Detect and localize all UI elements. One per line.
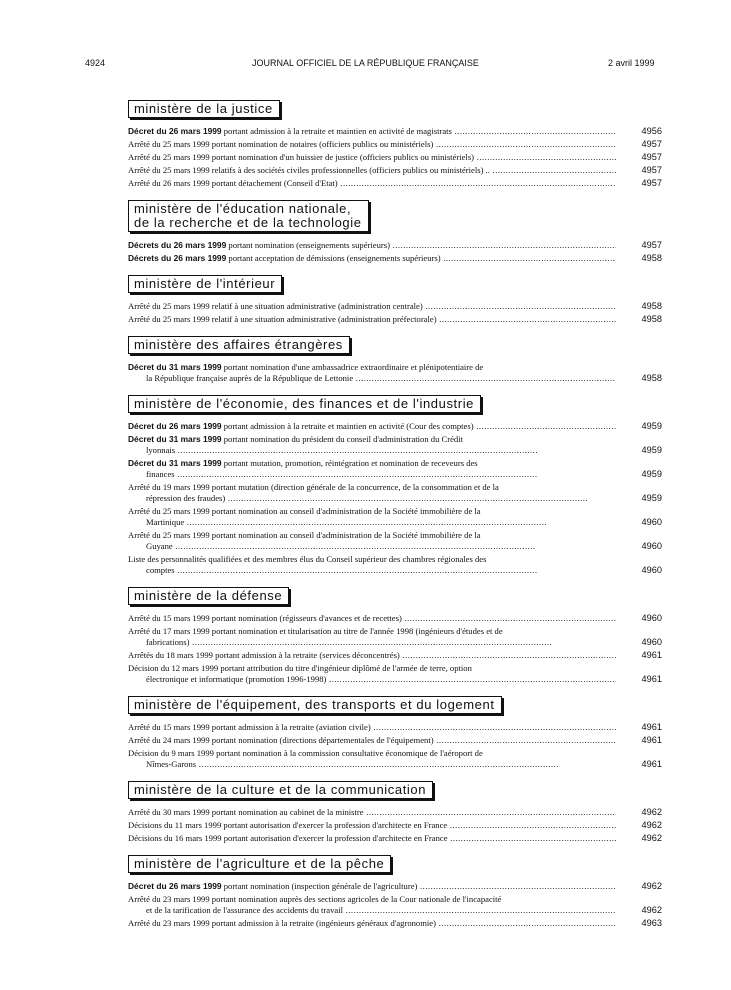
entry-page-number[interactable]: 4961: [641, 759, 662, 769]
entry-text: [128, 152, 638, 163]
entry-continuation-text: Martinique .....: [146, 517, 547, 527]
ministry-heading: [128, 696, 502, 714]
page-number: 4924: [85, 58, 106, 68]
toc-entry[interactable]: [128, 722, 662, 733]
entry-act-type: Décrets du 26 mars 1999: [128, 253, 227, 263]
toc-entry[interactable]: [128, 530, 662, 552]
toc-entry[interactable]: [128, 626, 662, 648]
entry-first-line: [128, 434, 616, 445]
entry-text: [128, 735, 638, 746]
entry-description: Arrêté du 25 mars 1999 relatif à une situation administrative (administration préfectorale) .....: [128, 314, 616, 324]
entry-text: [128, 253, 638, 264]
entry-description: Arrêté du 23 mars 1999 portant nomination auprès des sections agricoles de la Cour nationale de l'incapacité: [128, 894, 502, 904]
ministry-section: [128, 696, 662, 770]
entry-continuation: [128, 565, 616, 576]
entry-description: Arrêté du 25 mars 1999 relatifs à des sociétés civiles professionnelles (officiers publics ou ministériels) .. .....: [128, 165, 616, 175]
entry-description: Arrêté du 25 mars 1999 portant nomination au conseil d'administration de la Société immobilière de la: [128, 506, 481, 516]
entry-continuation-text: répression des fraudes) .....: [146, 493, 588, 503]
toc-entry[interactable]: [128, 301, 662, 312]
entry-text: [128, 722, 638, 733]
issue-date: 2 avril 1999: [608, 58, 655, 68]
entry-description: Décision du 9 mars 1999 portant nomination à la commission consultative économique de l'aéroport de: [128, 748, 483, 758]
ministry-section: [128, 395, 662, 576]
toc-entry[interactable]: [128, 894, 662, 916]
toc-entry[interactable]: [128, 820, 662, 831]
page-header: [0, 52, 731, 70]
entry-continuation-text: électronique et informatique (promotion 1996-1998) .....: [146, 674, 616, 684]
ministry-section: [128, 100, 662, 189]
entry-page-number[interactable]: 4961: [641, 735, 662, 745]
entry-page-number[interactable]: 4957: [641, 178, 662, 188]
entry-description: portant nomination d'une ambassadrice extraordinaire et plénipotentiaire de: [221, 362, 484, 372]
entry-text: [128, 506, 638, 528]
entry-text: [128, 482, 638, 504]
toc-entry[interactable]: [128, 126, 662, 137]
entry-description: portant mutation, promotion, réintégration et nomination de receveurs des: [221, 458, 478, 468]
entry-first-line: [128, 833, 616, 844]
entry-description: Arrêté du 15 mars 1999 portant nomination (régisseurs d'avances et de recettes) .....: [128, 613, 616, 623]
ministry-section: [128, 200, 662, 264]
entry-continuation-text: Nîmes-Garons .....: [146, 759, 559, 769]
entry-first-line: [128, 240, 616, 251]
entry-continuation: [128, 517, 616, 528]
entry-act-type: Décret du 26 mars 1999: [128, 126, 222, 136]
entry-text: [128, 530, 638, 552]
entry-text: [128, 139, 638, 150]
entry-first-line: [128, 139, 616, 150]
entry-first-line: [128, 650, 616, 661]
toc-entry[interactable]: [128, 554, 662, 576]
entry-description: portant nomination (inspection générale de l'agriculture) .....: [222, 881, 616, 891]
entry-first-line: [128, 530, 616, 541]
entry-text: [128, 314, 638, 325]
toc-entry[interactable]: [128, 613, 662, 624]
toc-entry[interactable]: [128, 253, 662, 264]
entry-page-number[interactable]: 4957: [641, 240, 662, 250]
ministry-heading-line: ministère des affaires étrangères: [134, 337, 343, 352]
entry-page-number[interactable]: 4959: [641, 493, 662, 503]
ministry-heading-line: ministère de la culture et de la communication: [134, 782, 427, 797]
entry-text: [128, 613, 638, 624]
entry-page-number[interactable]: 4961: [641, 722, 662, 732]
ministry-section: [128, 855, 662, 929]
toc-entry[interactable]: [128, 139, 662, 150]
journal-title: JOURNAL OFFICIEL DE LA RÉPUBLIQUE FRANÇAISE: [252, 58, 479, 68]
entry-page-number[interactable]: 4961: [641, 650, 662, 660]
entry-first-line: [128, 820, 616, 831]
entry-act-type: Décret du 31 mars 1999: [128, 362, 222, 372]
entry-continuation: [128, 541, 616, 552]
toc-entry[interactable]: [128, 735, 662, 746]
entry-first-line: [128, 506, 616, 517]
entry-page-number[interactable]: 4958: [641, 373, 662, 383]
ministry-heading-line: de la recherche et de la technologie: [134, 215, 362, 230]
entry-continuation: [128, 759, 616, 770]
entry-page-number[interactable]: 4960: [641, 541, 662, 551]
toc-entry[interactable]: [128, 458, 662, 480]
ministry-section: [128, 587, 662, 685]
entry-text: [128, 807, 638, 818]
entry-text: [128, 178, 638, 189]
entry-first-line: [128, 458, 616, 469]
entry-text: [128, 458, 638, 480]
entry-description: portant admission à la retraite et maintien en activité de magistrats .....: [222, 126, 616, 136]
entry-text: [128, 918, 638, 929]
entry-act-type: Décret du 31 mars 1999: [128, 434, 222, 444]
toc-entry[interactable]: [128, 748, 662, 770]
entry-text: [128, 301, 638, 312]
entry-text: [128, 554, 638, 576]
entry-page-number[interactable]: 4962: [641, 807, 662, 817]
entry-first-line: [128, 626, 616, 637]
entry-description: Décisions du 11 mars 1999 portant autorisation d'exercer la profession d'architecte en France .....: [128, 820, 616, 830]
entry-page-number[interactable]: 4959: [641, 421, 662, 431]
entry-continuation-text: finances .....: [146, 469, 537, 479]
toc-entry[interactable]: [128, 434, 662, 456]
entry-text: [128, 663, 638, 685]
ministry-section: [128, 781, 662, 844]
ministry-heading: [128, 587, 289, 605]
entry-continuation-text: comptes .....: [146, 565, 537, 575]
ministry-section: [128, 275, 662, 325]
entry-continuation-text: fabrications) .....: [146, 637, 552, 647]
entry-act-type: Décret du 26 mars 1999: [128, 421, 222, 431]
ministry-heading-line: ministère de l'équipement, des transports et du logement: [134, 697, 495, 712]
entry-continuation: [128, 493, 616, 504]
entry-continuation: [128, 905, 616, 916]
entry-page-number[interactable]: 4963: [641, 918, 662, 928]
entry-description: Arrêté du 19 mars 1999 portant mutation (direction générale de la concurrence, de la consommation et de la: [128, 482, 499, 492]
entry-page-number[interactable]: 4961: [641, 674, 662, 684]
entry-first-line: [128, 301, 616, 312]
entry-continuation: [128, 674, 616, 685]
entry-page-number[interactable]: 4957: [641, 165, 662, 175]
entry-continuation-text: lyonnais .....: [146, 445, 538, 455]
ministry-heading-line: ministère de l'économie, des finances et de l'industrie: [134, 396, 475, 411]
ministry-heading: [128, 855, 391, 873]
toc-entry[interactable]: [128, 918, 662, 929]
entry-text: [128, 833, 638, 844]
entry-first-line: [128, 482, 616, 493]
ministry-section: [128, 336, 662, 384]
entry-page-number[interactable]: 4960: [641, 517, 662, 527]
entry-act-type: Décret du 26 mars 1999: [128, 881, 222, 891]
entry-act-type: Décrets du 26 mars 1999: [128, 240, 227, 250]
entry-first-line: [128, 735, 616, 746]
toc-entry[interactable]: [128, 506, 662, 528]
entry-first-line: [128, 807, 616, 818]
entry-first-line: [128, 421, 616, 432]
entry-first-line: [128, 748, 616, 759]
ministry-heading-line: ministère de l'intérieur: [134, 276, 276, 291]
entry-description: portant nomination (enseignements supérieurs) .....: [226, 240, 616, 250]
entry-first-line: [128, 722, 616, 733]
ministry-heading: [128, 781, 433, 799]
entry-text: [128, 240, 638, 251]
entry-first-line: [128, 152, 616, 163]
entry-text: [128, 362, 638, 384]
entry-first-line: [128, 554, 616, 565]
entry-text: [128, 421, 638, 432]
entry-text: [128, 820, 638, 831]
entry-first-line: [128, 126, 616, 137]
entry-first-line: [128, 165, 616, 176]
entry-page-number[interactable]: 4962: [641, 833, 662, 843]
toc-entry[interactable]: [128, 152, 662, 163]
entry-description: portant acceptation de démissions (enseignements supérieurs) .....: [226, 253, 616, 263]
entry-page-number[interactable]: 4957: [641, 139, 662, 149]
entry-first-line: [128, 663, 616, 674]
entry-continuation-text: et de la tarification de l'assurance des accidents du travail .....: [146, 905, 616, 915]
entry-page-number[interactable]: 4959: [641, 469, 662, 479]
toc-entry[interactable]: [128, 881, 662, 892]
toc-entry[interactable]: [128, 362, 662, 384]
entry-text: [128, 126, 638, 137]
entry-description: Arrêtés du 18 mars 1999 portant admission à la retraite (services déconcentrés) .....: [128, 650, 616, 660]
entry-text: [128, 165, 638, 176]
entry-description: Arrêté du 26 mars 1999 portant détachement (Conseil d'Etat) .....: [128, 178, 616, 188]
entry-text: [128, 626, 638, 648]
ministry-heading: [128, 395, 481, 413]
entry-description: Arrêté du 17 mars 1999 portant nomination et titularisation au titre de l'année 1998 (ingénieurs d'études et de: [128, 626, 503, 636]
ministry-heading-line: ministère de la défense: [134, 588, 283, 603]
entry-continuation: [128, 445, 616, 456]
entry-text: [128, 650, 638, 661]
toc-entry[interactable]: [128, 421, 662, 432]
toc-entry[interactable]: [128, 165, 662, 176]
ministry-heading: [128, 200, 369, 232]
entry-text: [128, 881, 638, 892]
entry-description: Arrêté du 25 mars 1999 relatif à une situation administrative (administration centrale) .....: [128, 301, 616, 311]
entry-first-line: [128, 894, 616, 905]
entry-continuation: [128, 637, 616, 648]
entry-continuation: [128, 373, 616, 384]
table-of-contents: [128, 100, 662, 940]
ministry-heading-line: ministère de l'éducation nationale,: [134, 201, 352, 216]
entry-description: portant nomination du président du conseil d'administration du Crédit: [221, 434, 463, 444]
entry-page-number[interactable]: 4962: [641, 820, 662, 830]
entry-description: Arrêté du 24 mars 1999 portant nomination (directions départementales de l'équipement) .....: [128, 735, 616, 745]
entry-first-line: [128, 362, 616, 373]
toc-entry[interactable]: [128, 663, 662, 685]
entry-page-number[interactable]: 4958: [641, 314, 662, 324]
entry-description: Arrêté du 30 mars 1999 portant nomination au cabinet de la ministre .....: [128, 807, 616, 817]
entry-description: Arrêté du 25 mars 1999 portant nomination au conseil d'administration de la Société immobilière de la: [128, 530, 481, 540]
entry-page-number[interactable]: 4960: [641, 613, 662, 623]
entry-first-line: [128, 918, 616, 929]
entry-description: Arrêté du 23 mars 1999 portant admission à la retraite (ingénieurs généraux d'agronomie) .....: [128, 918, 616, 928]
entry-page-number[interactable]: 4960: [641, 637, 662, 647]
entry-description: Arrêté du 15 mars 1999 portant admission à la retraite (aviation civile) .....: [128, 722, 616, 732]
ministry-heading: [128, 100, 280, 118]
entry-page-number[interactable]: 4957: [641, 152, 662, 162]
entry-text: [128, 748, 638, 770]
entry-description: Décision du 12 mars 1999 portant attribution du titre d'ingénieur diplômé de l'armée de terre, option: [128, 663, 472, 673]
toc-entry[interactable]: [128, 807, 662, 818]
toc-entry[interactable]: [128, 178, 662, 189]
entry-page-number[interactable]: 4962: [641, 905, 662, 915]
entry-first-line: [128, 613, 616, 624]
entry-page-number[interactable]: 4959: [641, 445, 662, 455]
entry-continuation-text: la République française auprès de la République de Lettonie .....: [146, 373, 616, 383]
entry-description: portant admission à la retraite et maintien en activité (Cour des comptes) .....: [222, 421, 616, 431]
entry-page-number[interactable]: 4956: [641, 126, 662, 136]
entry-description: Décisions du 16 mars 1999 portant autorisation d'exercer la profession d'architecte en France .....: [128, 833, 616, 843]
entry-continuation-text: Guyane .....: [146, 541, 536, 551]
entry-description: Liste des personnalités qualifiées et des membres élus du Conseil supérieur des chambres régionales des: [128, 554, 487, 564]
toc-entry[interactable]: [128, 314, 662, 325]
entry-first-line: [128, 314, 616, 325]
entry-continuation: [128, 469, 616, 480]
toc-entry[interactable]: [128, 482, 662, 504]
toc-entry[interactable]: [128, 833, 662, 844]
entry-act-type: Décret du 31 mars 1999: [128, 458, 222, 468]
entry-text: [128, 434, 638, 456]
entry-description: Arrêté du 25 mars 1999 portant nomination de notaires (officiers publics ou ministériels) .....: [128, 139, 616, 149]
entry-first-line: [128, 253, 616, 264]
toc-entry[interactable]: [128, 650, 662, 661]
entry-page-number[interactable]: 4960: [641, 565, 662, 575]
entry-page-number[interactable]: 4958: [641, 301, 662, 311]
toc-entry[interactable]: [128, 240, 662, 251]
ministry-heading: [128, 336, 350, 354]
entry-description: Arrêté du 25 mars 1999 portant nomination d'un huissier de justice (officiers publics ou ministériels) .....: [128, 152, 616, 162]
ministry-heading-line: ministère de l'agriculture et de la pêche: [134, 856, 385, 871]
entry-text: [128, 894, 638, 916]
entry-first-line: [128, 881, 616, 892]
entry-first-line: [128, 178, 616, 189]
entry-page-number[interactable]: 4962: [641, 881, 662, 891]
ministry-heading-line: ministère de la justice: [134, 101, 273, 116]
ministry-heading: [128, 275, 282, 293]
entry-page-number[interactable]: 4958: [641, 253, 662, 263]
